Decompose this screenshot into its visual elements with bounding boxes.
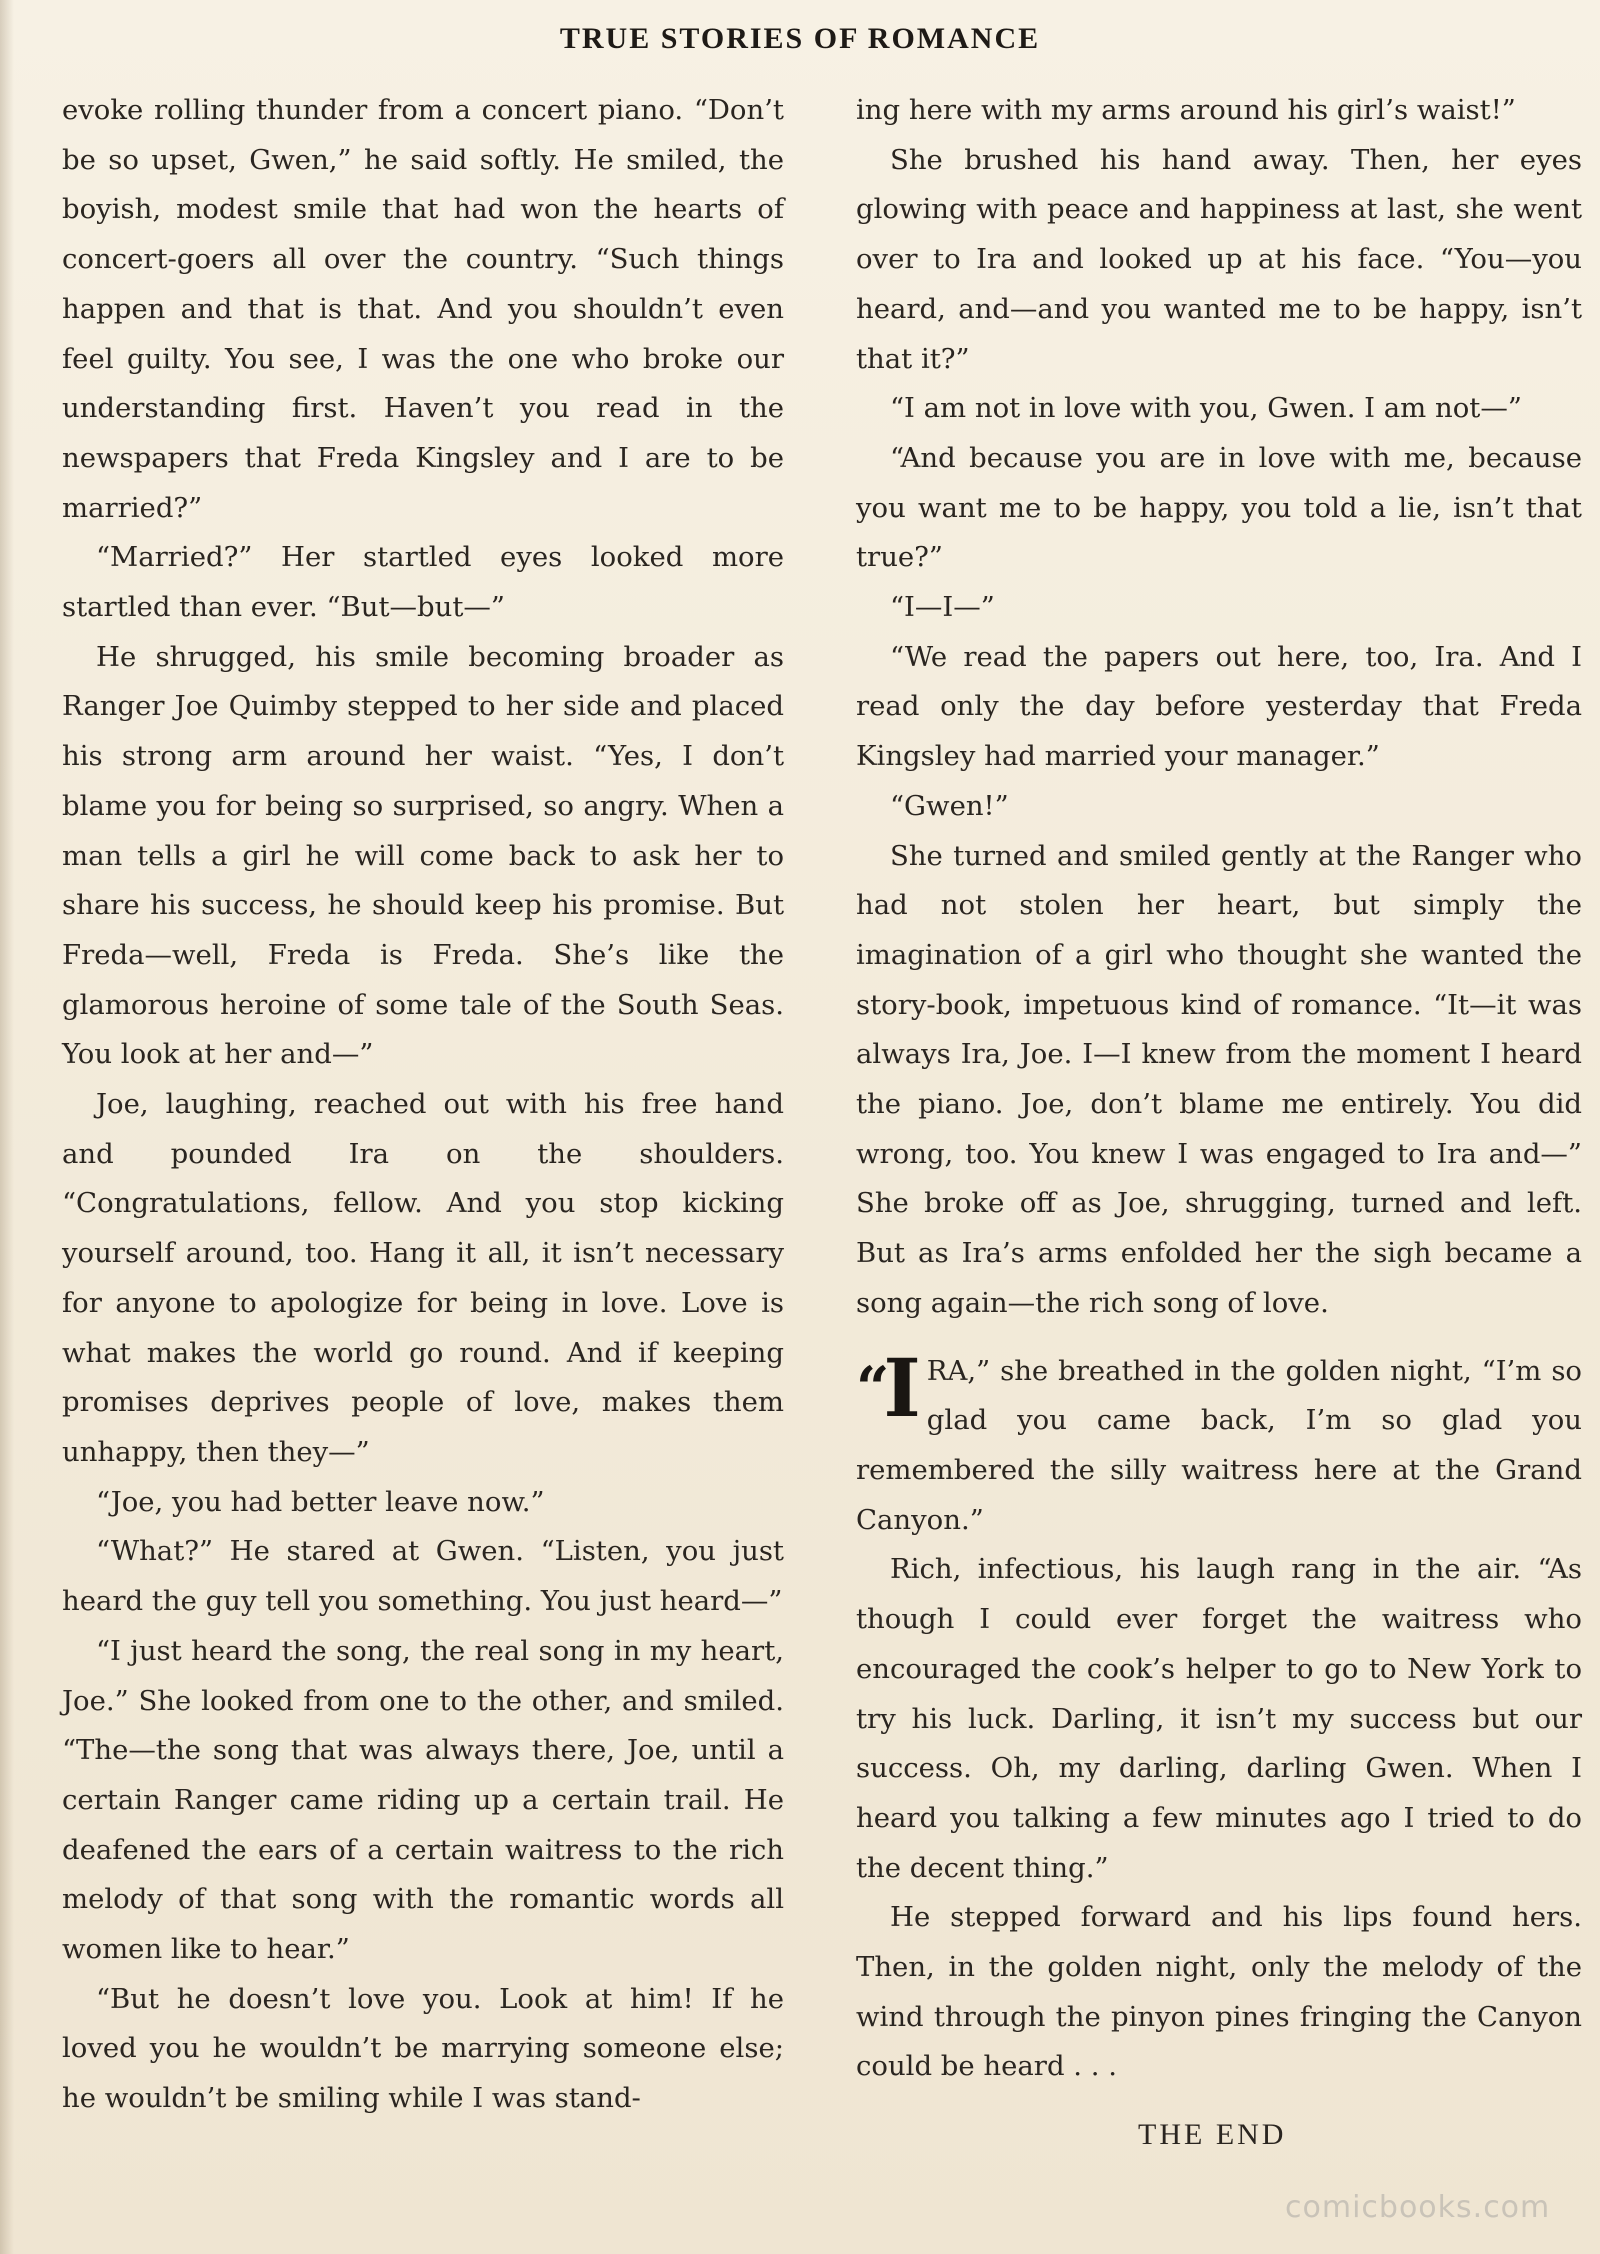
paragraph: evoke rolling thunder from a concert piano. “Don’t be so upset, Gwen,” he said softly. He smiled, the boyish, modest smile that had won the hearts of concert-goers all over the country. “Such things happen and that is that. And you shouldn’t even feel guilty. You see, I was the one who broke our understanding first. Haven’t you read in the newspapers that Freda Kingsley and I are to be married?” <box>62 94 784 524</box>
paragraph: “Married?” Her startled eyes looked more startled than ever. “But—but—” <box>62 541 784 624</box>
right-column <box>856 86 1582 2092</box>
dropcap-paragraph <box>856 1340 1582 1546</box>
drop-cap-quote: “ <box>856 1353 884 1422</box>
paragraph: She brushed his hand away. Then, her eyes glowing with peace and happiness at last, she went over to Ira and looked up at his face. “You—you heard, and—and you wanted me to be happy, isn’t that it?” <box>856 143 1582 375</box>
paragraph: “We read the papers out here, too, Ira. And I read only the day before yesterday that Freda Kingsley had married your manager.” <box>856 640 1582 773</box>
paragraph: “What?” He stared at Gwen. “Listen, you just heard the guy tell you something. You just heard—” <box>62 1535 784 1618</box>
paragraph: He shrugged, his smile becoming broader as Ranger Joe Quimby stepped to her side and placed his strong arm around her waist. “Yes, I don’t blame you for being so surprised, so angry. When a man tells a girl he will come back to ask her to share his success, he should keep his promise. But Freda—well, Freda is Freda. She’s like the glamorous heroine of some tale of the South Seas. You look at her and—” <box>62 640 784 1071</box>
site-watermark: comicbooks.com <box>1285 2190 1551 2225</box>
paragraph: Joe, laughing, reached out with his free hand and pounded Ira on the shoulders. “Congratulations, fellow. And you stop kicking yourself around, too. Hang it all, it isn’t necessary for anyone to apologize for being in love. Love is what makes the world go round. And if keeping promises deprives people of love, makes them unhappy, then they—” <box>62 1088 784 1468</box>
paragraph: “Joe, you had better leave now.” <box>96 1485 545 1518</box>
page-header: TRUE STORIES OF ROMANCE <box>559 22 1041 55</box>
left-column <box>62 86 784 2124</box>
drop-cap <box>856 1340 921 1435</box>
paragraph: “I just heard the song, the real song in my heart, Joe.” She looked from one to the other, and smiled. “The—the song that was always there, Joe, until a certain Ranger came riding up a certain trail. He deafened the ears of a certain waitress to the rich melody of that song with the romantic words all women like to hear.” <box>62 1634 784 1966</box>
paragraph: He stepped forward and his lips found hers. Then, in the golden night, only the melody of the wind through the pinyon pines fringing the Canyon could be heard . . . <box>856 1901 1582 2083</box>
paragraph: “And because you are in love with me, because you want me to be happy, you told a lie, isn’t that true?” <box>856 441 1582 574</box>
paragraph: She turned and smiled gently at the Ranger who had not stolen her heart, but simply the imagination of a girl who thought she wanted the story-book, impetuous kind of romance. “It—it was always Ira, Joe. I—I knew from the moment I heard the piano. Joe, don’t blame me entirely. You did wrong, too. You knew I was engaged to Ira and—” She broke off as Joe, shrugging, turned and left. But as Ira’s arms enfolded her the sigh became a song again—the rich song of love. <box>856 839 1582 1319</box>
paragraph: Rich, infectious, his laugh rang in the air. “As though I could ever forget the waitress who encouraged the cook’s helper to go to New York to try his luck. Darling, it isn’t my success but our success. Oh, my darling, darling Gwen. When I heard you talking a few minutes ago I tried to do the decent thing.” <box>856 1553 1582 1884</box>
paragraph: “I am not in love with you, Gwen. I am not—” <box>890 392 1522 425</box>
paragraph: “I—I—” <box>890 591 995 624</box>
paragraph: “Gwen!” <box>890 789 1009 822</box>
the-end-label: THE END <box>1138 2118 1287 2151</box>
dropcap-paragraph-text: RA,” she breathed in the golden night, “I’m so glad you came back, I’m so glad you remembered the silly waitress here at the Grand Canyon.” <box>856 1354 1582 1536</box>
paragraph: “But he doesn’t love you. Look at him! If he loved you he wouldn’t be marrying someone else; he wouldn’t be smiling while I was stand- <box>62 1982 784 2115</box>
drop-cap-letter: I <box>883 1340 921 1435</box>
page-spine-shadow <box>0 0 14 2254</box>
paragraph: ing here with my arms around his girl’s waist!” <box>856 94 1516 126</box>
